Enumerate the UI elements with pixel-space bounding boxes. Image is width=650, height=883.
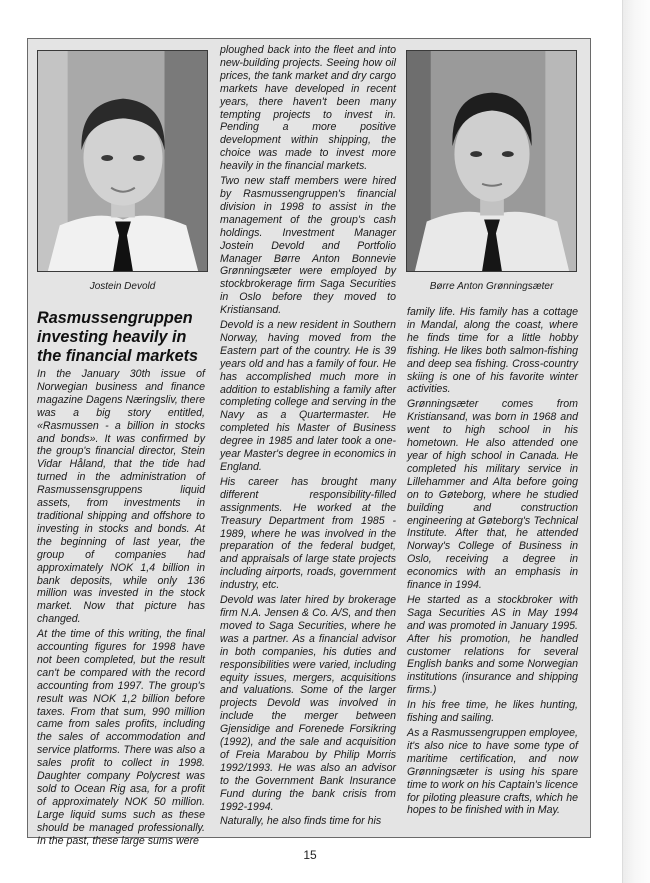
portrait-photo-gronningsaeter xyxy=(406,50,577,272)
photo-caption-devold: Jostein Devold xyxy=(89,281,156,292)
paragraph: Devold is a new resident in Southern Norway, having moved from the Eastern part of the country. He is 39 years old and has a family of four. He has accomplished much more in addition to establishing a family after completing college and serving in the Navy as a Quartermaster. He completed his Master of Business degree in 1985 and later took a one-year Master's degree in economics in England. xyxy=(220,319,396,473)
article-column-3 xyxy=(407,306,578,819)
photo-caption-gronningsaeter: Børre Anton Grønningsæter xyxy=(429,281,554,292)
paragraph: Devold was later hired by brokerage firm N.A. Jensen & Co. A/S, and then moved to Saga Securities, where he was a partner. As a financial advisor in both companies, his duties and responsibilities were varied, including equity issues, mergers, acquisitions and valuations. Some of the larger projects Devold was involved in include the merger between Gjensidige and Forenede Forsikring (1992), and the sale and acquisition of Freia Marabou by Philip Morris 1992/1993. He was also an advisor to the Government Bank Insurance Fund during the bank crisis from 1992-1994. xyxy=(220,594,396,813)
paragraph: family life. His family has a cottage in Mandal, along the coast, where he finds time for a little hobby fishing. He likes both salmon-fishing and deep sea fishing. Cross-country skiing is one of his favorite winter activities. xyxy=(407,306,578,396)
article-column-2 xyxy=(220,44,396,830)
article-column-1 xyxy=(37,368,205,850)
paragraph: His career has brought many different responsibility-filled assignments. He worked at the Treasury Department from 1985 - 1989, where he was involved in the preparation of the federal budget, and appraisals of large state projects including airports, roads, government industry, etc. xyxy=(220,475,396,592)
paragraph: As a Rasmussengruppen employee, it's also nice to have some type of maritime certification, and now Grønningsæter is using his spare time to work on his Captain's licence for piloting pleasure crafts, which he hopes to be finished with in May. xyxy=(407,727,579,817)
paragraph: Naturally, he also finds time for his xyxy=(220,815,382,828)
paragraph: At the time of this writing, the final accounting figures for 1998 have not been completed, but the result can't be compared with the record accounting from 1997. The group's result was NOK 1,2 billion before taxes. From that sum, 990 million came from sales profits, including the sales of accommodation and service platforms. There was also a sales profit to collect in 1998. Daughter company Polycrest was sold to Ocean Rig asa, for a profit of approximately NOK 50 million. Large liquid sums such as these should be managed professionally. In the past, these large sums were xyxy=(37,628,205,847)
portrait-photo-devold xyxy=(37,50,208,272)
paragraph: He started as a stockbroker with Saga Securities AS in May 1994 and was promoted in January 1995. After his promotion, he handled customer relations for several English banks and some Norwegian institutions (insurance and shipping firms.) xyxy=(407,593,578,697)
paragraph: Two new staff members were hired by Rasmussengruppen's financial division in 1998 to assist in the management of the group's cash holdings. Investment Manager Jostein Devold and Portfolio Manager Børre Anton Bonnevie Grønningsæter were employed by stockbrokerage firm Saga Securities in Oslo before they moved to Kristiansand. xyxy=(220,175,396,317)
page-edge xyxy=(622,0,650,883)
paragraph: In the January 30th issue of Norwegian business and finance magazine Dagens Næringsliv, there was a big story entitled, «Rasmussen - a billion in stocks and bonds». It was confirmed by the group's financial director, Stein Vidar Håland, that the tide had turned in the administration of Rasmussensgruppens liquid assets, from investments in traditional shipping and offshore to investing in stocks and bonds. At the beginning of last year, the group of companies had approximately NOK 1,4 billion in bank deposits, while only 136 million was invested in the stock market. Now that picture has changed. xyxy=(37,368,205,626)
article-headline: Rasmussengruppen investing heavily in the financial markets xyxy=(37,309,199,365)
paragraph: In his free time, he likes hunting, fishing and sailing. xyxy=(407,699,578,725)
paragraph: ploughed back into the fleet and into new-building projects. Seeing how oil prices, the tank market and dry cargo markets have developed in recent years, there haven't been many tempting projects to invest in. Pending a more positive development within shipping, the choice was made to invest more heavily in the financial markets. xyxy=(220,44,396,173)
paragraph: Grønningsæter comes from Kristiansand, was born in 1968 and went to high school in his hometown. He also attended one year of high school in Canada. He completed his military service in Lillehammer and Alta before going on to Gøteborg, where he studied building and construction engineering at Gøteborg's Technical Institute. After that, he attended Norway's College of Business in Oslo, receiving a degree in economics with an emphasis in finance in 1994. xyxy=(407,398,578,592)
page-number: 15 xyxy=(303,848,317,862)
